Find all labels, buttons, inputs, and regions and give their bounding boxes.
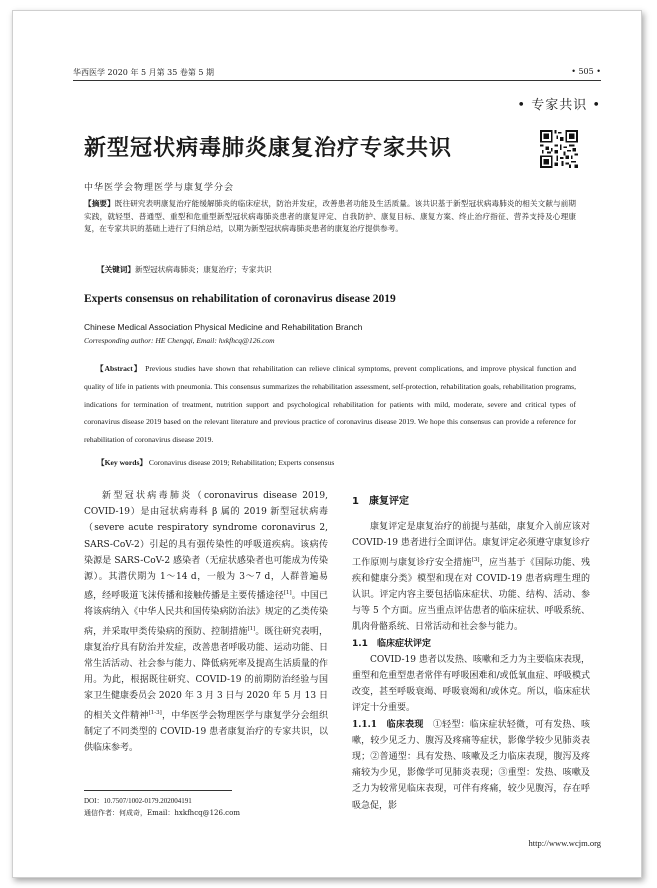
en-author: Chinese Medical Association Physical Medicine and Rehabilitation Branch bbox=[84, 322, 363, 332]
cn-abstract-label: 【摘要】 bbox=[84, 199, 115, 208]
page-number: • 505 • bbox=[571, 67, 601, 76]
cn-abstract-text: 既往研究表明康复治疗能缓解肺炎的临床症状，防治并发症，改善患者功能及生活质量。该共识基于新型冠状病毒肺炎的相关文献与前期实践，就轻型、普通型、重型和危重型新型冠状病毒肺炎患者的康复评定、自我防护、康复目标、康复方案、终止治疗指征、营养支持及心理康复，在专家共识的基础上进行了归纳总结，以期为新型冠状病毒肺炎患者的康复治疗提供参考。 bbox=[84, 199, 577, 234]
en-corresponding-author: Corresponding author: HE Chengqi, Email: hxkfhcq@126.com bbox=[84, 336, 275, 345]
journal-url-link[interactable]: http://www.wcjm.org bbox=[528, 838, 601, 848]
cn-keywords-label: 【关键词】 bbox=[97, 265, 135, 274]
cn-abstract bbox=[84, 198, 576, 236]
section-heading-1: 1 康复评定 bbox=[352, 496, 409, 507]
qr-code-icon bbox=[540, 130, 578, 168]
intro-text-1: 新型冠状病毒肺炎（coronavirus disease 2019, COVID-19）是由冠状病毒科 β 属的 2019 新型冠状病毒（severe acute respiratory syndrome coronavirus 2, SARS-CoV-2）引起的具有强传染性的呼吸道疾病。该病传染源是 SARS-CoV-2 感染者（无症状感染者也可能成为传染源）。其潜伏期为 1～14 d，一般为 3～7 d，人群普遍易感，经呼吸道飞沫传播和接触传播是主要传播途径 bbox=[84, 491, 328, 602]
paper-title: 新型冠状病毒肺炎康复治疗专家共识 bbox=[84, 136, 453, 161]
section-1-text-1: 康复评定是康复治疗的前提与基础，康复介入前应该对 COVID-19 患者进行全面评估。康复评定必须遵守康复诊疗工作原则与康复诊疗安全措施 bbox=[352, 522, 590, 568]
section-heading-1-1: 1.1 临床症状评定 bbox=[352, 638, 431, 649]
body-left-column bbox=[84, 488, 328, 756]
intro-text-4: ，中华医学会物理医学与康复学分会组织制定了不同类型的 COVID-19 患者康复治疗的专家共识，以供临床参考。 bbox=[84, 710, 328, 754]
journal-info: 华西医学 2020 年 5 月第 35 卷第 5 期 bbox=[73, 68, 215, 77]
intro-text-2: 。中国已将该病纳入《中华人民共和国传染病防治法》规定的乙类传染病，并采取甲类传染病的预防、控制措施 bbox=[84, 591, 328, 637]
en-abstract-label: 【Abstract】 bbox=[96, 364, 143, 373]
cn-keywords-text: 新型冠状病毒肺炎；康复治疗；专家共识 bbox=[134, 265, 272, 274]
en-title: Experts consensus on rehabilitation of coronavirus disease 2019 bbox=[84, 293, 396, 305]
section-1-1-1-text: ①轻型：临床症状轻微，可有发热、咳嗽，较少见乏力、腹泻及疼痛等症状，影像学较少见肺炎表现；②普通型：具有发热、咳嗽及乏力临床表现，腹泻及疼痛较为少见，影像学可见肺炎表现；③重型：发热、咳嗽及乏力为较常见临床表现，可伴有疼痛，较少见腹泻，存在呼吸急促，影 bbox=[352, 719, 590, 811]
citation: [3] bbox=[471, 556, 480, 563]
section-tag: • 专家共识 • bbox=[517, 98, 601, 113]
section-1-1-1-paragraph bbox=[352, 717, 590, 814]
citation: [1-3] bbox=[148, 709, 162, 716]
section-1-text-2: ，应当基于《国际功能、残疾和健康分类》模型和现在对 COVID-19 患者病理生理的认识。评定内容主要包括临床症状、功能、结构、活动、参与等 5 个方面。应当重点评估患者的临床症状、呼吸系统、肌肉骨骼系统、日常活动和社会参与能力。 bbox=[352, 557, 590, 633]
en-keywords bbox=[97, 457, 577, 468]
author-cn: 中华医学会物理医学与康复学分会 bbox=[84, 183, 235, 193]
citation: [1] bbox=[247, 625, 256, 632]
section-heading-1-1-1: 1.1.1 临床表现 bbox=[352, 719, 424, 730]
section-1-paragraph bbox=[352, 519, 590, 635]
section-1-1-paragraph: COVID-19 患者以发热、咳嗽和乏力为主要临床表现，重型和危重型患者常伴有呼吸困难和/或低氧血症、呼吸模式改变，甚至呼吸衰竭、呼吸衰竭和/或休克。所以，临床症状评定十分重要。 bbox=[352, 654, 590, 714]
en-abstract bbox=[84, 360, 576, 449]
cn-keywords bbox=[97, 264, 577, 275]
en-keywords-label: 【Key words】 bbox=[97, 458, 147, 467]
intro-text-3: 。既往研究表明，康复治疗具有防治并发症，改善患者呼吸功能、运动功能、日常生活活动、社会参与能力、降低病死率及提高生活质量的作用。为此，根据既往研究、COVID-19 的前期防治经验与国家卫生健康委员会 2020 年 3 月 3 日与 2020 年 5 月 13 日的相关文件精神 bbox=[84, 626, 328, 721]
en-keywords-text: Coronavirus disease 2019; Rehabilitation; Experts consensus bbox=[148, 458, 335, 467]
citation: [1] bbox=[283, 590, 292, 597]
corresponding-author-cn: 通信作者：何成奇，Email：hxkfhcq@126.com bbox=[84, 809, 240, 817]
footnote-rule bbox=[84, 790, 232, 791]
intro-paragraph bbox=[84, 488, 328, 756]
en-abstract-text: Previous studies have shown that rehabilitation can relieve clinical symptoms, prevent complications, and improve physical function and quality of life in patients with pneumonia. This consensus summarizes the rehabilitation assessment, self-protection, rehabilitation goals, rehabilitation programs, indications for termination of treatment, nutrition support and psychological rehabilitation for patients with mild, moderate, severe and critical types of coronavirus disease 2019 based on the relevant literature and previous practice of coronavirus disease 2019. We hope this consensus can provide a reference for rehabilitation of coronavirus disease 2019. bbox=[84, 364, 576, 445]
body-right-column bbox=[352, 488, 590, 814]
doi-link[interactable]: DOI：10.7507/1002-0179.202004191 bbox=[84, 797, 192, 805]
header-rule bbox=[73, 80, 601, 81]
